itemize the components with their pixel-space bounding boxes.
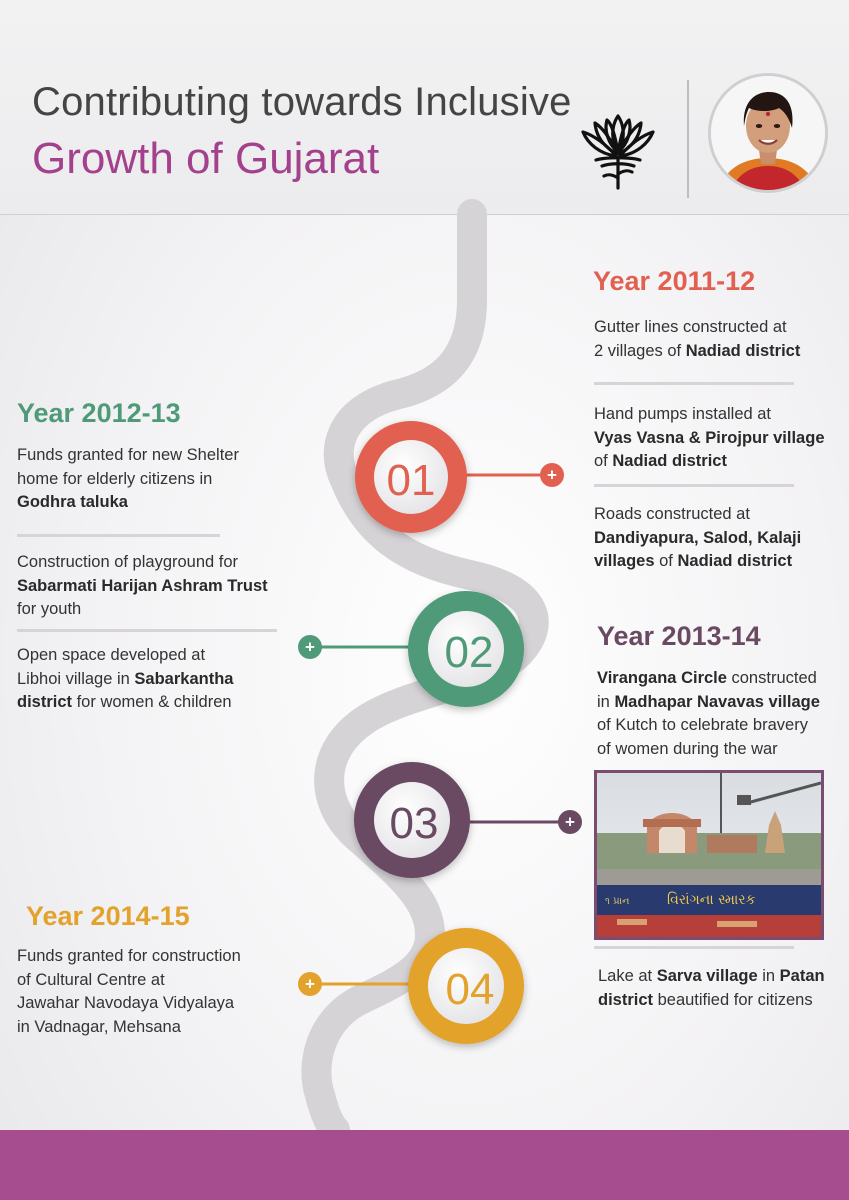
item-cultural-centre <box>17 945 241 1039</box>
milestone-03 <box>354 762 582 878</box>
item-bold-text: Madhapar Navavas village <box>614 692 820 711</box>
item-bold-text: Sarva village <box>656 967 758 985</box>
item-roads <box>594 503 801 574</box>
year-2014-15-heading: Year 2014-15 <box>26 901 190 931</box>
item-text: Libhoi village in <box>17 669 135 688</box>
item-text: Gutter lines constructed at <box>594 318 787 336</box>
item-bold-text: Dandiyapura, Salod, Kalaji <box>594 528 802 547</box>
item-text: Jawahar Navodaya Vidyalaya <box>17 994 235 1012</box>
item-bold-text: villages <box>594 552 655 570</box>
item-text: for women & children <box>72 693 232 711</box>
item-text: of <box>654 552 678 570</box>
separator <box>594 382 794 385</box>
photo-sign: વિરાંગના સ્મારક <box>667 892 756 908</box>
item-bold-text: district <box>598 990 654 1009</box>
plus-icon[interactable]: + <box>305 637 315 657</box>
item-text: Lake at <box>598 967 657 985</box>
item-text: in <box>757 967 780 985</box>
item-hand-pumps <box>594 403 825 474</box>
photo-illustration <box>597 773 821 937</box>
item-text: Construction of playground for <box>17 553 239 571</box>
milestone-01 <box>355 421 564 533</box>
item-text: for youth <box>17 600 82 618</box>
item-bold-text: district <box>17 693 73 711</box>
item-text: beautified for citizens <box>653 990 813 1009</box>
item-bold-text: Vyas Vasna & Pirojpur village <box>594 428 825 447</box>
separator <box>594 946 794 949</box>
item-bold-text: Nadiad district <box>612 452 727 470</box>
page-title-line1: Contributing towards Inclusive <box>32 80 572 124</box>
plus-icon[interactable]: + <box>565 812 575 832</box>
footer-bar <box>0 1130 849 1200</box>
item-text: of Cultural Centre at <box>17 970 165 989</box>
item-playground <box>17 551 268 622</box>
year-2013-14-heading: Year 2013-14 <box>597 621 761 651</box>
item-text: in Vadnagar, Mehsana <box>17 1017 181 1036</box>
item-text: of women during the war <box>597 739 778 758</box>
separator <box>17 629 277 632</box>
item-text: home for elderly citizens in <box>17 469 213 488</box>
item-text: 2 villages of <box>594 341 686 360</box>
year-2012-13-heading: Year 2012-13 <box>17 398 181 428</box>
item-text: Open space developed at <box>17 646 206 664</box>
milestone-number: 03 <box>389 799 439 848</box>
item-lake-sarva <box>598 965 825 1012</box>
item-text: of <box>594 452 613 470</box>
item-bold-text: Nadiad district <box>685 341 801 360</box>
page-title-line2: Growth of Gujarat <box>32 134 380 183</box>
item-text: Hand pumps installed at <box>594 405 772 423</box>
plus-icon[interactable]: + <box>305 974 315 994</box>
milestone-number: 01 <box>386 456 436 505</box>
item-text: of Kutch to celebrate bravery <box>597 716 808 734</box>
item-bold-text: Patan <box>779 967 825 985</box>
item-shelter-home <box>17 444 239 515</box>
item-bold-text: Sabarmati Harijan Ashram Trust <box>17 576 268 595</box>
item-open-space <box>17 644 233 715</box>
item-text: Roads constructed at <box>594 505 750 523</box>
milestone-number: 04 <box>445 965 495 1014</box>
item-text: in <box>597 692 615 711</box>
item-bold-text: Virangana Circle <box>597 669 727 687</box>
item-text: Funds granted for construction <box>17 947 241 965</box>
item-text: constructed <box>726 669 817 687</box>
item-virangana-circle <box>597 667 820 761</box>
item-gutter-lines <box>594 316 800 363</box>
photo-sign-left: ૧ પ્રાન <box>605 896 630 907</box>
year-2011-12-heading: Year 2011-12 <box>593 266 756 296</box>
item-bold-text: Sabarkantha <box>134 669 234 688</box>
plus-icon[interactable]: + <box>547 465 557 485</box>
virangana-circle-photo <box>594 770 824 940</box>
item-text: Funds granted for new Shelter <box>17 446 239 464</box>
separator <box>594 484 794 487</box>
item-bold-text: Godhra taluka <box>17 493 128 511</box>
item-bold-text: Nadiad district <box>677 552 793 570</box>
milestone-number: 02 <box>444 628 494 677</box>
separator <box>17 534 220 537</box>
